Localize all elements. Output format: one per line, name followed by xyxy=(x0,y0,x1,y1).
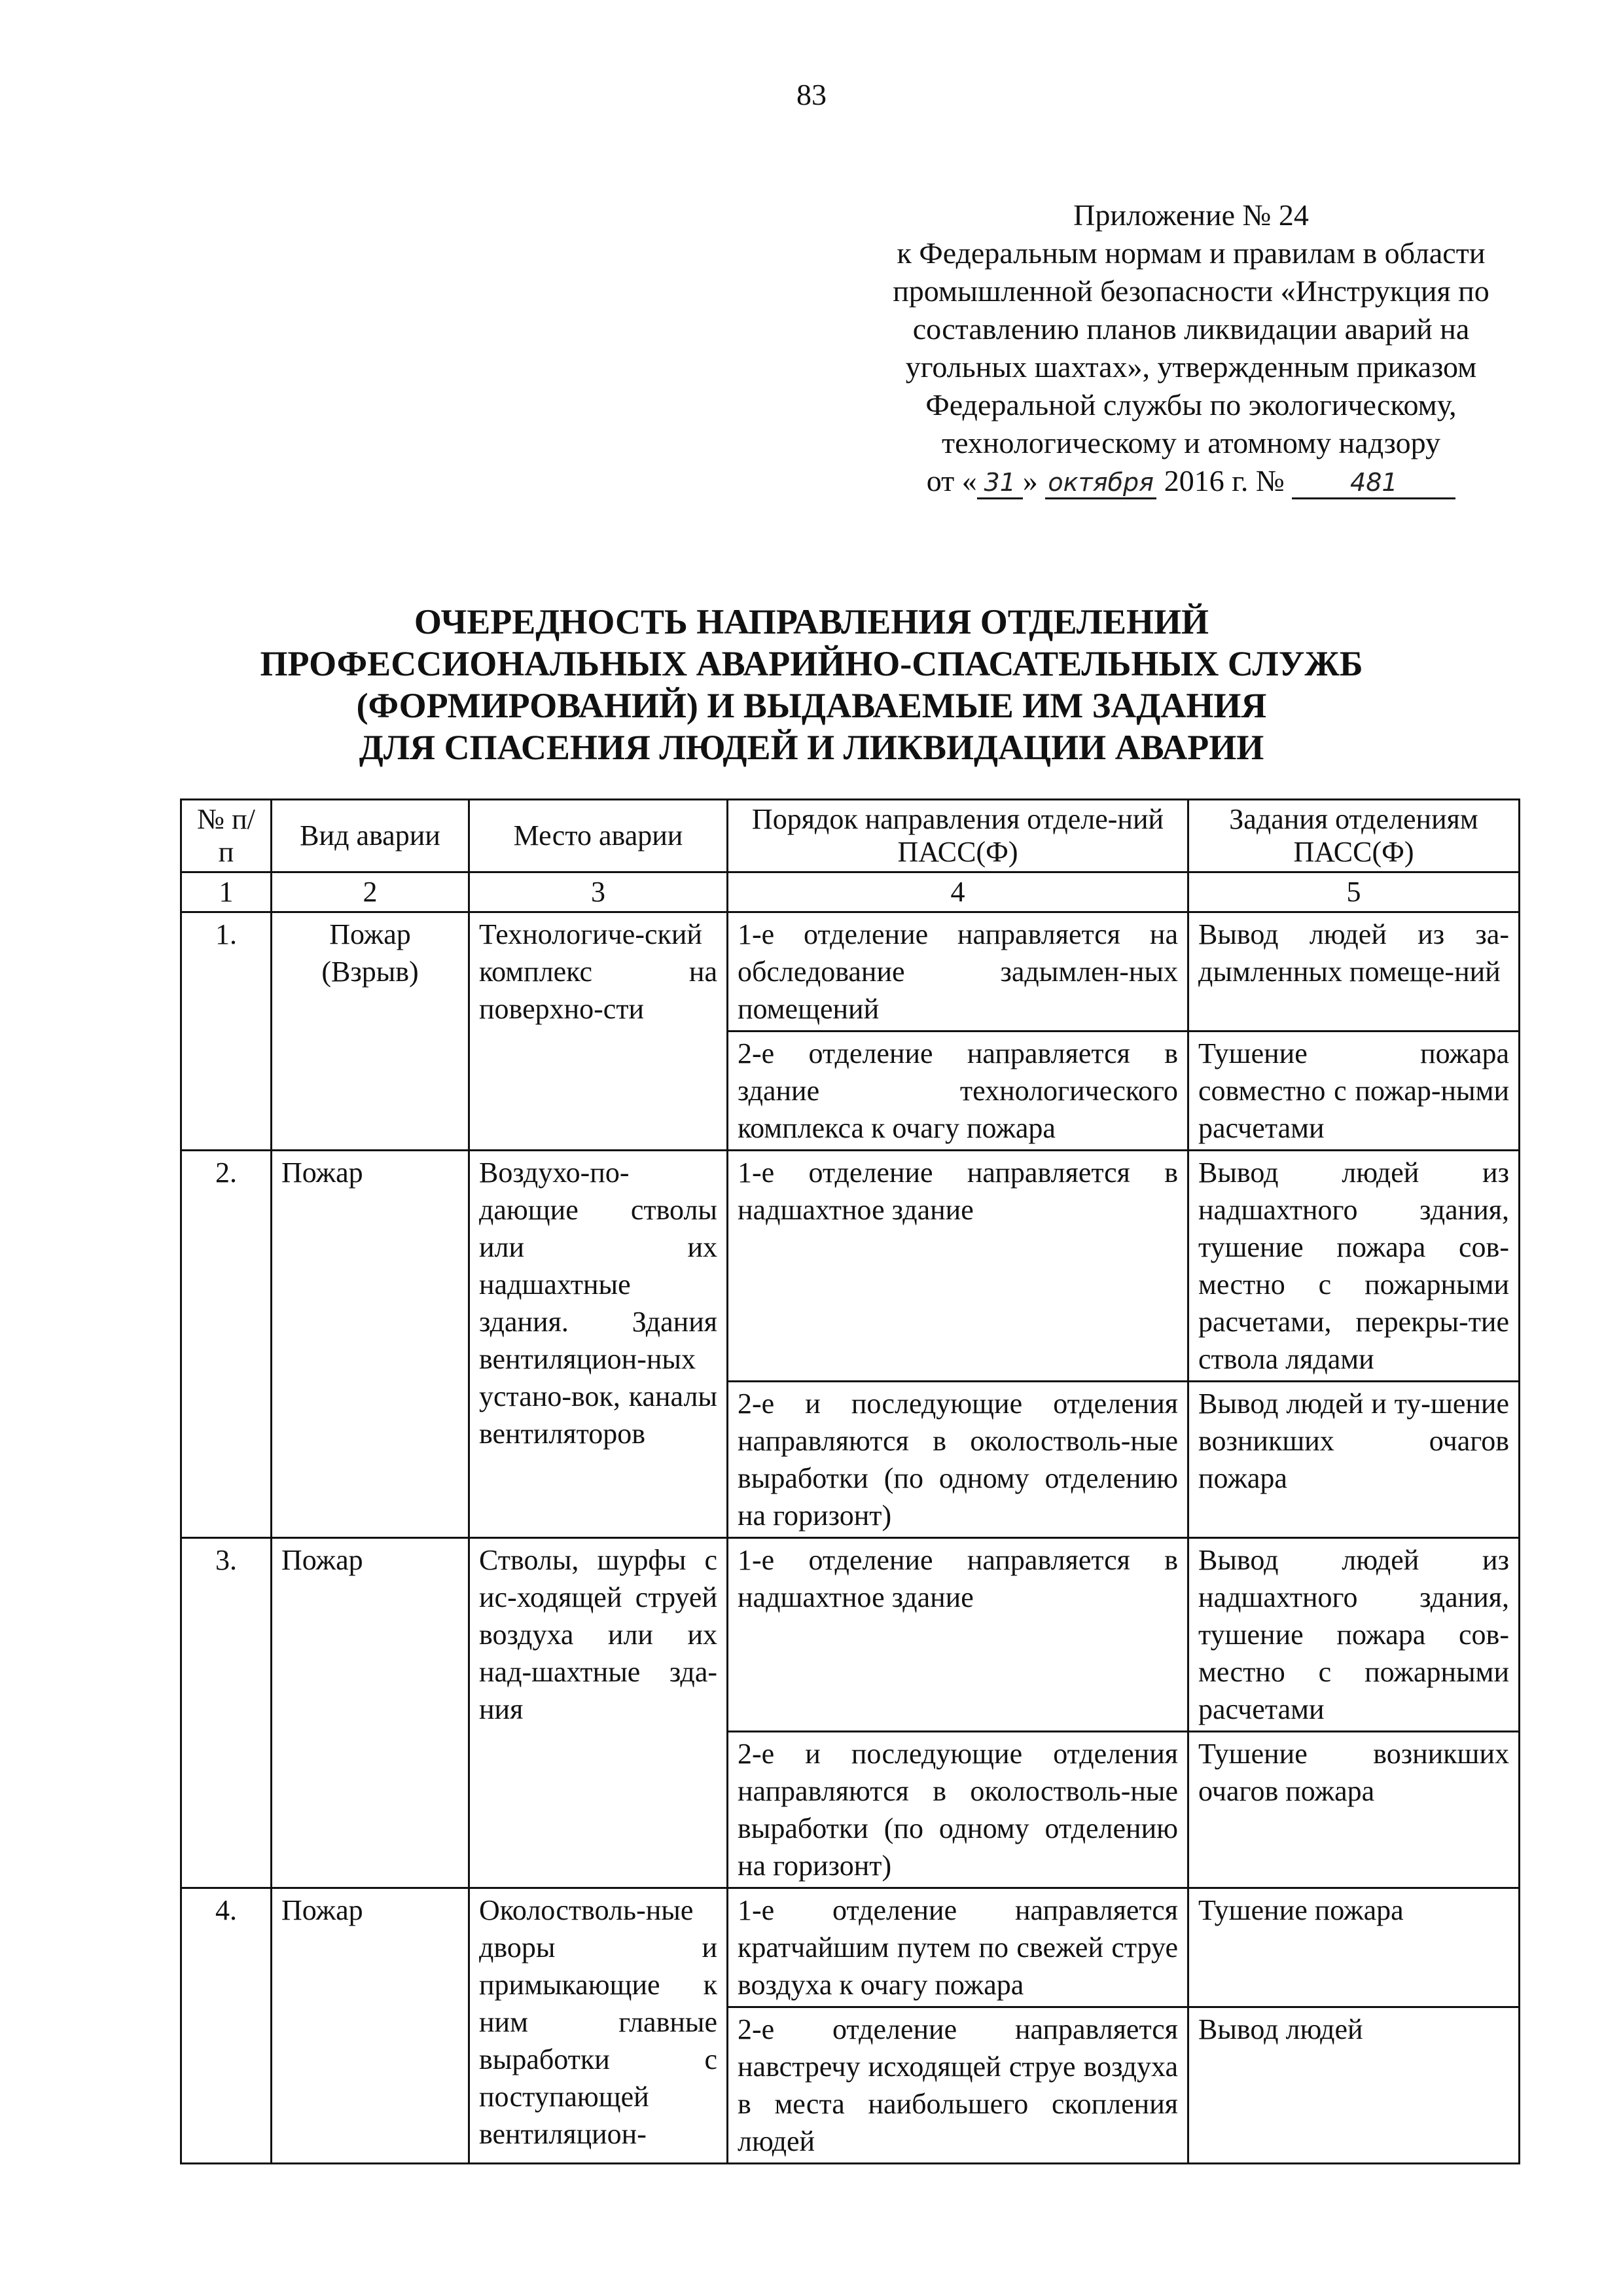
header-cell: № п/п xyxy=(181,800,272,872)
dispatch-order: 2-е и последующие отделения направляются в околостволь-ные выработки (по одному отделению на горизонт) xyxy=(728,1732,1188,1888)
header-cell: Вид аварии xyxy=(272,800,469,872)
dispatch-order: 1-е отделение направляется на обследование задымлен-ных помещений xyxy=(728,912,1188,1031)
dispatch-order: 1-е отделение направляется кратчайшим путем по свежей струе воздуха к очагу пожара xyxy=(728,1888,1188,2007)
rescue-order-table xyxy=(180,798,1520,2164)
appendix-line: к Федеральным нормам и правилам в области xyxy=(897,236,1486,270)
header-cell: Порядок направления отделе-ний ПАСС(Ф) xyxy=(728,800,1188,872)
date-prefix: от « xyxy=(926,464,977,497)
page-number: 83 xyxy=(796,78,827,111)
dispatch-order: 1-е отделение направляется в надшахтное здание xyxy=(728,1538,1188,1732)
assigned-task: Вывод людей из надшахтного здания, тушение пожара сов-местно с пожарными расчетами xyxy=(1188,1538,1520,1732)
assigned-task: Тушение возникших очагов пожара xyxy=(1188,1732,1520,1888)
header-cell: Место аварии xyxy=(469,800,728,872)
assigned-task: Тушение пожара совместно с пожар-ными расчетами xyxy=(1188,1031,1520,1151)
header-cell: Задания отделениям ПАСС(Ф) xyxy=(1188,800,1520,872)
date-day-handwritten: 31 xyxy=(977,467,1023,499)
appendix-line: составлению планов ликвидации аварий на xyxy=(912,312,1470,346)
row-number: 3. xyxy=(181,1538,272,1888)
row-number: 2. xyxy=(181,1151,272,1538)
appendix-line: промышленной безопасности «Инструкция по xyxy=(893,274,1489,308)
date-year: 2016 г. № xyxy=(1164,464,1285,497)
order-date-line xyxy=(844,462,1538,500)
dispatch-order: 2-е отделение направляется навстречу исходящей струе воздуха в места наибольшего скопления людей xyxy=(728,2007,1188,2164)
table-row xyxy=(181,1888,1520,2007)
date-mid: » xyxy=(1022,464,1038,497)
appendix-block xyxy=(844,196,1538,500)
column-number: 1 xyxy=(181,872,272,912)
row-number: 1. xyxy=(181,912,272,1151)
column-number-row xyxy=(181,872,1520,912)
assigned-task: Вывод людей xyxy=(1188,2007,1520,2164)
accident-place: Околостволь-ные дворы и примыкающие к ним главные выработки с поступающей вентиляцион- xyxy=(469,1888,728,2164)
assigned-task: Вывод людей и ту-шение возникших очагов пожара xyxy=(1188,1382,1520,1538)
table-row xyxy=(181,1538,1520,1732)
title-line: (ФОРМИРОВАНИЙ) И ВЫДАВАЕМЫЕ ИМ ЗАДАНИЯ xyxy=(356,686,1267,725)
dispatch-order: 2-е и последующие отделения направляются в околостволь-ные выработки (по одному отделению на горизонт) xyxy=(728,1382,1188,1538)
accident-type: Пожар (Взрыв) xyxy=(272,912,469,1151)
column-number: 5 xyxy=(1188,872,1520,912)
dispatch-order: 2-е отделение направляется в здание технологического комплекса к очагу пожара xyxy=(728,1031,1188,1151)
assigned-task: Вывод людей из надшахтного здания, тушение пожара сов-местно с пожарными расчетами, перекры-тие ствола лядами xyxy=(1188,1151,1520,1382)
column-number: 2 xyxy=(272,872,469,912)
appendix-line: Приложение № 24 xyxy=(1073,198,1309,232)
document-title xyxy=(0,601,1623,768)
column-number: 3 xyxy=(469,872,728,912)
title-line: ОЧЕРЕДНОСТЬ НАПРАВЛЕНИЯ ОТДЕЛЕНИЙ xyxy=(414,602,1209,641)
appendix-line: угольных шахтах», утвержденным приказом xyxy=(905,350,1477,384)
appendix-line: Федеральной службы по экологическому, xyxy=(925,388,1457,422)
assigned-task: Вывод людей из за-дымленных помеще-ний xyxy=(1188,912,1520,1031)
title-line: ДЛЯ СПАСЕНИЯ ЛЮДЕЙ И ЛИКВИДАЦИИ АВАРИИ xyxy=(359,728,1264,767)
accident-type: Пожар xyxy=(272,1151,469,1538)
order-number-handwritten: 481 xyxy=(1292,467,1455,499)
assigned-task: Тушение пожара xyxy=(1188,1888,1520,2007)
title-line: ПРОФЕССИОНАЛЬНЫХ АВАРИЙНО-СПАСАТЕЛЬНЫХ СЛУЖБ xyxy=(260,644,1363,683)
date-month-handwritten: октября xyxy=(1045,467,1156,499)
appendix-line: технологическому и атомному надзору xyxy=(942,426,1440,459)
column-number: 4 xyxy=(728,872,1188,912)
accident-place: Воздухо-по-дающие стволы или их надшахтные здания. Здания вентиляцион-ных устано-вок, каналы вентиляторов xyxy=(469,1151,728,1538)
accident-place: Стволы, шурфы с ис-ходящей струей воздуха или их над-шахтные зда-ния xyxy=(469,1538,728,1888)
table-row xyxy=(181,1151,1520,1382)
table-header-row xyxy=(181,800,1520,872)
dispatch-order: 1-е отделение направляется в надшахтное здание xyxy=(728,1151,1188,1382)
accident-type: Пожар xyxy=(272,1888,469,2164)
accident-place: Технологиче-ский комплекс на поверхно-сти xyxy=(469,912,728,1151)
accident-type: Пожар xyxy=(272,1538,469,1888)
table-row xyxy=(181,912,1520,1031)
row-number: 4. xyxy=(181,1888,272,2164)
